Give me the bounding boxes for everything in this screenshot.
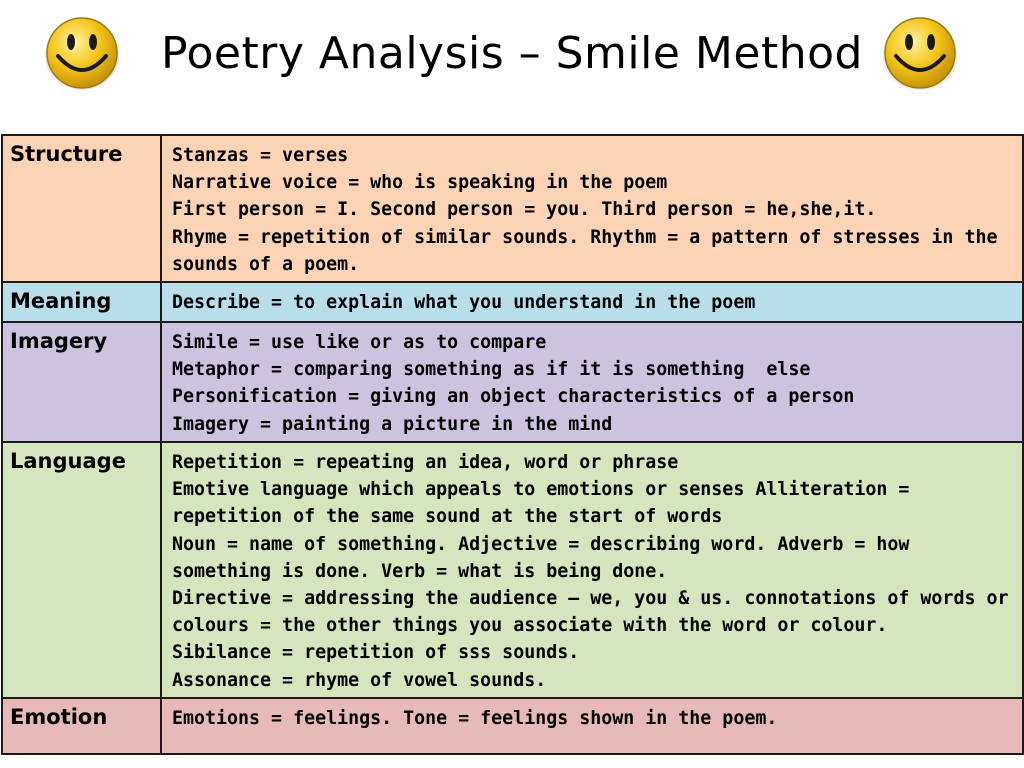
description-line: Emotive language which appeals to emotions or senses Alliteration = repetition of the same sound at the start of words [172,479,921,528]
description-line: Noun = name of something. Adjective = describing word. Adverb = how something is done. Verb = what is being done. [172,533,921,582]
smiley-face-icon [880,14,960,92]
row-description [161,135,1023,282]
description-line: Simile = use like or as to compare [172,332,547,353]
row-label: Emotion [2,698,161,754]
row-description [161,698,1023,754]
row-label: Imagery [2,322,161,442]
smile-table [1,134,1024,755]
row-structure [2,135,1023,282]
description-line: Emotions = feelings. Tone = feelings shown in the poem. [172,708,778,729]
description-line: Stanzas = verses [172,145,349,166]
description-line: Metaphor = comparing something as if it is something else [172,359,811,381]
row-imagery [2,322,1023,442]
description-line: Repetition = repeating an idea, word or phrase [172,452,679,473]
page-title: Poetry Analysis – Smile Method [161,28,863,79]
row-description [161,322,1023,442]
description-line: Rhyme = repetition of similar sounds. Rhythm = a pattern of stresses in the sounds of a poem. [172,226,1009,275]
description-line: Sibilance = repetition of sss sounds. [172,642,580,664]
row-description [161,442,1023,698]
description-line: First person = I. Second person = you. Third person = he,she,it. [172,199,877,221]
row-meaning [2,282,1023,322]
row-label: Meaning [2,282,161,322]
description-line: Directive = addressing the audience – we, you & us. connotations of words or colours = the other things you associate with the word or colour. [172,588,1020,637]
description-line: Personification = giving an object characteristics of a person [172,386,855,408]
description-line: Imagery = painting a picture in the mind [172,413,613,435]
row-description [161,282,1023,322]
row-label: Language [2,442,161,698]
description-line: Narrative voice = who is speaking in the poem [172,172,668,194]
row-emotion [2,698,1023,754]
row-label: Structure [2,135,161,282]
row-language [2,442,1023,698]
description-line: Assonance = rhyme of vowel sounds. [172,669,547,691]
description-line: Describe = to explain what you understand in the poem [172,292,756,313]
